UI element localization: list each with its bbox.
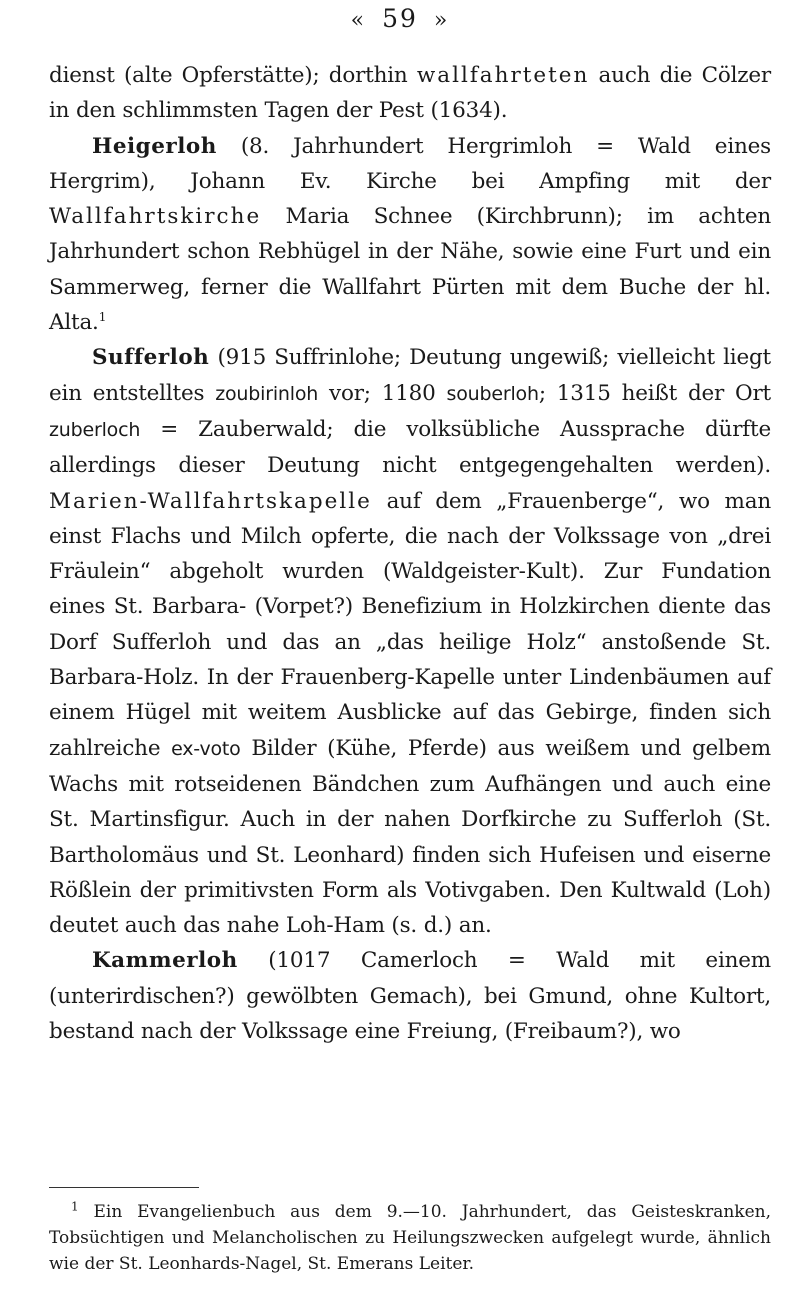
headword: Heigerloh (92, 133, 217, 159)
page-header (0, 4, 800, 33)
footnote-ref: 1 (98, 309, 107, 324)
right-ornament: » (433, 8, 450, 33)
footnote-marker: 1 (71, 1199, 79, 1214)
headword: Sufferloh (92, 345, 210, 371)
page-number: 59 (382, 4, 418, 33)
footnote-divider (49, 1187, 199, 1188)
main-text (49, 58, 771, 1049)
footnote (49, 1199, 771, 1277)
headword: Kammerloh (92, 948, 238, 974)
entry-sufferloh: Sufferloh (915 Suffrinlohe; Deutung ungewiß; vielleicht liegt ein entstelltes zoubirinloh vor; 1180 souberloh; 1315 heißt der Ort zuberloch = Zauberwald; die volksübliche Aussprache dürfte allerdings dieser Deutung nicht entgegengehalten werden). Marien-Wallfahrtskapelle auf dem „Frauenberge“, wo man einst Flachs und Milch opferte, die nach der Volkssage von „drei Fräulein“ abgeholt wurden (Waldgeister-Kult). Zur Fundation eines St. Barbara- (Vorpet?) Benefizium in Holzkirchen diente das Dorf Sufferloh und das an „das heilige Holz“ anstoßende St. Barbara-Holz. In der Frauenberg-Kapelle unter Lindenbäumen auf einem Hügel mit weitem Ausblicke auf das Gebirge, finden sich zahlreiche ex-voto Bilder (Kühe, Pferde) aus weißem und gelbem Wachs mit rotseidenen Bändchen zum Aufhängen und auch eine St. Martinsfigur. Auch in der nahen Dorfkirche zu Sufferloh (St. Bartholomäus und St. Leonhard) finden sich Hufeisen und eiserne Rößlein der primitivsten Form als Votivgaben. Den Kultwald (Loh) deutet auch das nahe Loh-Ham (s. d.) an. (49, 345, 771, 939)
entry-heigerloh: Heigerloh (8. Jahrhundert Hergrimloh = Wald eines Hergrim), Johann Ev. Kirche bei Ampfing mit der Wallfahrtskirche Maria Schnee (Kirchbrunn); im achten Jahrhundert schon Rebhügel in der Nähe, sowie eine Furt und ein Sammerweg, ferner die Wallfahrt Pürten mit dem Buche der hl. Alta.$^1$ (49, 133, 771, 336)
entry-kammerloh: Kammerloh (1017 Camerloch = Wald mit einem (unterirdischen?) gewölbten Gemach), bei Gmund, ohne Kultort, bestand nach der Volkssage eine Freiung, (Freibaum?), wo (49, 948, 771, 1045)
left-ornament: « (350, 8, 367, 33)
paragraph-continuation: dienst (alte Opferstätte); dorthin wallfahrteten auch die Cölzer in den schlimmsten Tagen der Pest (1634). (49, 63, 771, 124)
footnote-text: Ein Evangelienbuch aus dem 9.—10. Jahrhundert, das Geisteskranken, Tobsüchtigen und Melancholischen zu Heilungszwecken aufgelegt wurde, ähnlich wie der St. Leonhards-Nagel, St. Emerans Leiter. (49, 1202, 771, 1274)
